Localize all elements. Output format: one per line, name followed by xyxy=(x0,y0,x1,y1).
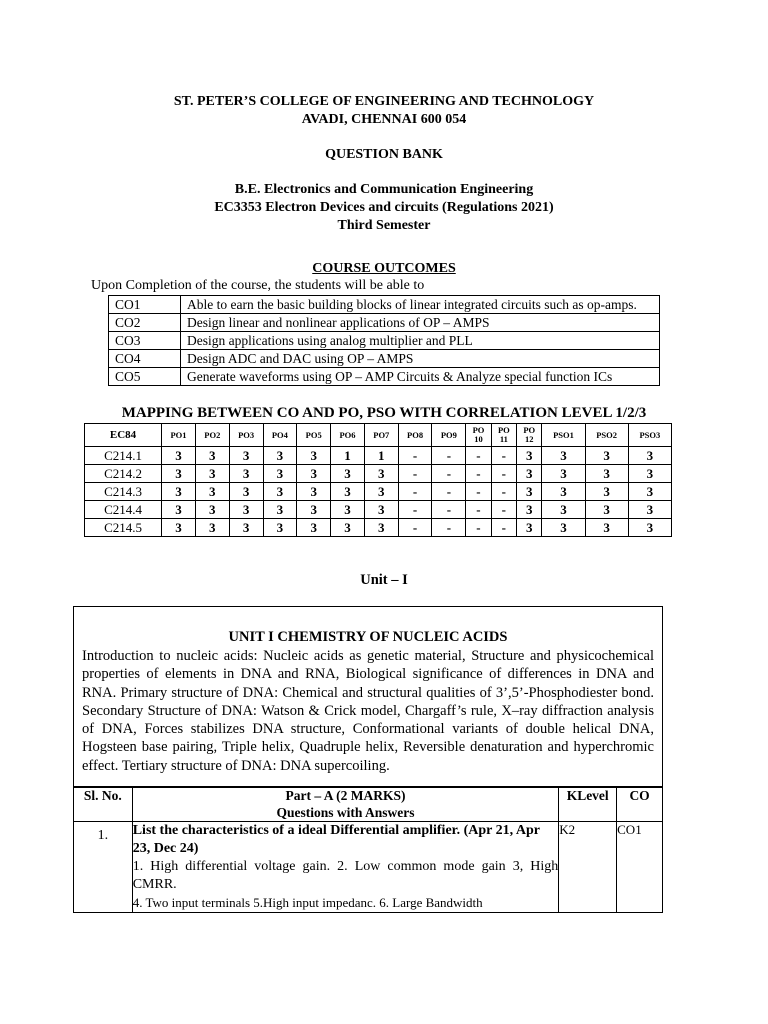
co-code: CO1 xyxy=(109,296,181,314)
mapping-cell: 3 xyxy=(628,483,671,501)
mapping-cell: 3 xyxy=(297,465,331,483)
mapping-cell: 3 xyxy=(517,465,542,483)
mapping-cell: 3 xyxy=(364,501,398,519)
mapping-cell: 3 xyxy=(542,447,585,465)
mapping-cell: 3 xyxy=(542,501,585,519)
mapping-cell: - xyxy=(491,483,516,501)
mapping-row xyxy=(85,483,672,501)
mapping-column-header: PO5 xyxy=(297,424,331,447)
mapping-cell: 3 xyxy=(229,465,263,483)
mapping-header-row xyxy=(85,424,672,447)
question-text: List the characteristics of a ideal Differential amplifier. (Apr 21, Apr 23, Dec 24) xyxy=(132,823,540,856)
mapping-cell: - xyxy=(398,501,432,519)
co-row xyxy=(109,368,660,386)
mapping-column-header: PO 11 xyxy=(491,424,516,447)
mapping-row xyxy=(85,465,672,483)
mapping-cell: 3 xyxy=(364,519,398,537)
mapping-cell: 3 xyxy=(297,483,331,501)
mapping-cell: - xyxy=(432,447,466,465)
mapping-cell: 3 xyxy=(162,483,196,501)
mapping-cell: 3 xyxy=(585,519,628,537)
mapping-cell: - xyxy=(491,519,516,537)
co-row xyxy=(109,332,660,350)
mapping-cell: - xyxy=(491,501,516,519)
mapping-cell: 3 xyxy=(195,483,229,501)
part-a-subtitle: Questions with Answers xyxy=(276,805,415,820)
mapping-cell: 3 xyxy=(542,519,585,537)
mapping-column-header: PO1 xyxy=(162,424,196,447)
mapping-cell: 3 xyxy=(364,465,398,483)
sl-no-header: Sl. No. xyxy=(74,787,133,822)
mapping-cell: 1 xyxy=(364,447,398,465)
questions-header-row xyxy=(74,787,663,822)
mapping-cell: 3 xyxy=(162,519,196,537)
mapping-cell: 3 xyxy=(331,501,365,519)
course-outcomes-intro: Upon Completion of the course, the students will be able to xyxy=(91,278,425,293)
co-row xyxy=(109,314,660,332)
co-code: CO3 xyxy=(109,332,181,350)
college-name: ST. PETER’S COLLEGE OF ENGINEERING AND TECHNOLOGY xyxy=(173,94,595,109)
mapping-cell: - xyxy=(398,483,432,501)
mapping-cell: 3 xyxy=(195,447,229,465)
co-po-mapping-table xyxy=(84,423,672,537)
mapping-cell: - xyxy=(466,465,491,483)
mapping-cell: - xyxy=(432,483,466,501)
question-row xyxy=(74,822,663,913)
mapping-column-header: PO7 xyxy=(364,424,398,447)
mapping-cell: - xyxy=(491,447,516,465)
mapping-cell: 3 xyxy=(195,519,229,537)
mapping-cell: 3 xyxy=(229,501,263,519)
document-type: QUESTION BANK xyxy=(325,147,443,162)
mapping-cell: 3 xyxy=(585,501,628,519)
mapping-cell: - xyxy=(466,483,491,501)
co-code: CO2 xyxy=(109,314,181,332)
course-outcomes-heading: COURSE OUTCOMES xyxy=(312,261,456,276)
college-address: AVADI, CHENNAI 600 054 xyxy=(301,112,467,127)
course-name: EC3353 Electron Devices and circuits (Regulations 2021) xyxy=(214,200,554,215)
klevel-header: KLevel xyxy=(559,787,617,822)
answer-line: 4. Two input terminals 5.High input impedanc. 6. Large Bandwidth xyxy=(132,895,483,910)
mapping-column-header: PO2 xyxy=(195,424,229,447)
co-description: Design applications using analog multiplier and PLL xyxy=(181,332,660,350)
mapping-cell: 3 xyxy=(162,447,196,465)
mapping-cell: 1 xyxy=(331,447,365,465)
mapping-column-header: PO 10 xyxy=(466,424,491,447)
unit-label: Unit – I xyxy=(360,572,408,588)
answer-line: 1. High differential voltage gain. 2. Low common mode gain 3, High CMRR. xyxy=(132,859,559,892)
co-header: CO xyxy=(617,787,663,822)
mapping-cell: 3 xyxy=(263,519,297,537)
mapping-cell: 3 xyxy=(297,447,331,465)
unit-syllabus-box xyxy=(73,606,663,788)
mapping-column-header: PO 12 xyxy=(517,424,542,447)
mapping-cell: 3 xyxy=(331,519,365,537)
co-description: Generate waveforms using OP – AMP Circuits & Analyze special function ICs xyxy=(181,368,660,386)
mapping-column-header: PO8 xyxy=(398,424,432,447)
mapping-cell: 3 xyxy=(229,519,263,537)
mapping-cell: - xyxy=(432,519,466,537)
mapping-column-header: PSO2 xyxy=(585,424,628,447)
questions-table xyxy=(73,786,663,913)
mapping-cell: 3 xyxy=(229,483,263,501)
mapping-row-label: C214.4 xyxy=(85,501,162,519)
mapping-cell: 3 xyxy=(229,447,263,465)
mapping-cell: 3 xyxy=(542,465,585,483)
mapping-cell: 3 xyxy=(195,501,229,519)
question-klevel: K2 xyxy=(559,822,617,913)
co-row xyxy=(109,296,660,314)
mapping-cell: - xyxy=(466,447,491,465)
co-description: Design linear and nonlinear applications of OP – AMPS xyxy=(181,314,660,332)
semester: Third Semester xyxy=(337,218,431,233)
mapping-column-header: PSO1 xyxy=(542,424,585,447)
mapping-cell: 3 xyxy=(585,483,628,501)
mapping-cell: 3 xyxy=(517,519,542,537)
mapping-row xyxy=(85,447,672,465)
mapping-cell: 3 xyxy=(263,465,297,483)
mapping-cell: - xyxy=(432,501,466,519)
question-co: CO1 xyxy=(617,822,663,913)
mapping-column-header: PO6 xyxy=(331,424,365,447)
mapping-cell: 3 xyxy=(263,483,297,501)
co-code: CO5 xyxy=(109,368,181,386)
mapping-cell: 3 xyxy=(331,465,365,483)
part-a-header xyxy=(132,787,559,822)
course-outcomes-table xyxy=(108,295,660,386)
mapping-cell: 3 xyxy=(263,501,297,519)
mapping-cell: 3 xyxy=(297,519,331,537)
mapping-cell: 3 xyxy=(517,483,542,501)
unit-title: UNIT I CHEMISTRY OF NUCLEIC ACIDS xyxy=(228,629,508,645)
mapping-cell: 3 xyxy=(628,447,671,465)
mapping-row-label: C214.2 xyxy=(85,465,162,483)
mapping-cell: - xyxy=(432,465,466,483)
mapping-cell: - xyxy=(466,519,491,537)
mapping-row-label: C214.3 xyxy=(85,483,162,501)
mapping-row xyxy=(85,501,672,519)
mapping-cell: 3 xyxy=(331,483,365,501)
mapping-cell: 3 xyxy=(517,501,542,519)
mapping-column-header: PSO3 xyxy=(628,424,671,447)
co-description: Design ADC and DAC using OP – AMPS xyxy=(181,350,660,368)
question-cell xyxy=(132,822,559,913)
program-name: B.E. Electronics and Communication Engineering xyxy=(234,182,534,197)
part-a-title: Part – A (2 MARKS) xyxy=(285,788,406,803)
mapping-cell: 3 xyxy=(628,501,671,519)
mapping-cell: 3 xyxy=(517,447,542,465)
mapping-column-header: PO4 xyxy=(263,424,297,447)
mapping-cell: 3 xyxy=(195,465,229,483)
co-description: Able to earn the basic building blocks of linear integrated circuits such as op-amps. xyxy=(181,296,660,314)
mapping-cell: 3 xyxy=(162,501,196,519)
mapping-corner-header: EC84 xyxy=(85,424,162,447)
mapping-cell: 3 xyxy=(628,519,671,537)
unit-syllabus-text: Introduction to nucleic acids: Nucleic acids as genetic material, Structure and physicochemical properties of elements in DNA and RNA, Biological significance of differences in DNA and RNA. Primary structure of DNA: Chemical and structural qualities of 3’,5’-Phosphodiester bond. Secondary Structure of DNA: Watson & Crick model, Chargaff’s rule, X–ray diffraction analysis of DNA, Forces stabilizes DNA structure, Conformational variants of double helical DNA, Hogsteen base pairing, Triple helix, Quadruple helix, Reversible denaturation and hyperchromic effect. Tertiary structure of DNA: DNA supercoiling. xyxy=(82,648,654,774)
mapping-title: MAPPING BETWEEN CO AND PO, PSO WITH CORRELATION LEVEL 1/2/3 xyxy=(121,405,647,421)
mapping-cell: - xyxy=(491,465,516,483)
mapping-cell: - xyxy=(466,501,491,519)
co-code: CO4 xyxy=(109,350,181,368)
mapping-cell: 3 xyxy=(542,483,585,501)
mapping-cell: - xyxy=(398,447,432,465)
mapping-cell: 3 xyxy=(297,501,331,519)
mapping-cell: 3 xyxy=(263,447,297,465)
mapping-cell: 3 xyxy=(585,447,628,465)
mapping-column-header: PO3 xyxy=(229,424,263,447)
mapping-row-label: C214.1 xyxy=(85,447,162,465)
mapping-cell: 3 xyxy=(364,483,398,501)
co-row xyxy=(109,350,660,368)
mapping-column-header: PO9 xyxy=(432,424,466,447)
mapping-row xyxy=(85,519,672,537)
mapping-row-label: C214.5 xyxy=(85,519,162,537)
mapping-cell: - xyxy=(398,519,432,537)
mapping-cell: 3 xyxy=(585,465,628,483)
mapping-cell: - xyxy=(398,465,432,483)
mapping-cell: 3 xyxy=(162,465,196,483)
mapping-cell: 3 xyxy=(628,465,671,483)
question-number: 1. xyxy=(74,822,133,913)
